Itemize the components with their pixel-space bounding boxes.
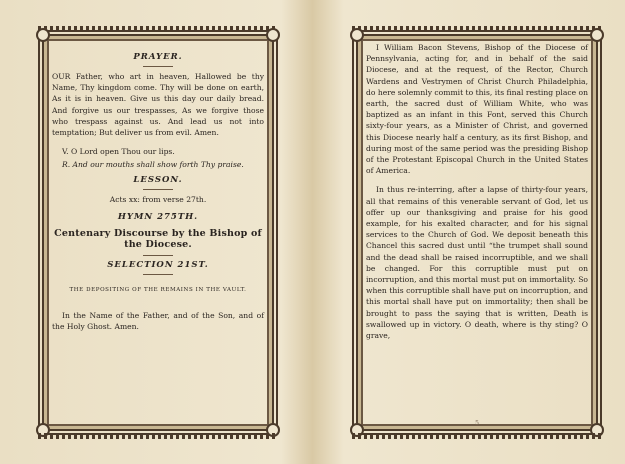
lesson-heading: LESSON. (133, 174, 183, 185)
depositing-heading: THE DEPOSITING OF THE REMAINS IN THE VAULT. (69, 286, 247, 293)
divider (143, 274, 173, 275)
corner-ornament-icon (350, 28, 364, 42)
left-page-content (52, 48, 264, 423)
lesson-text: Acts xx: from verse 27th. (109, 194, 207, 204)
versicle: V. O Lord open Thou our lips. (62, 147, 175, 157)
left-page (38, 30, 278, 435)
divider (143, 66, 173, 67)
lords-prayer-text: OUR Father, who art in heaven, Hallowed be thy Name, Thy kingdom come. Thy will be done on earth, As it is in heaven. Give us this day our daily bread. And forgive us our trespasses, As we forgive those who trespass against us. And lead us not into temptation; But deliver us from evil. Amen. (52, 72, 264, 138)
response: R. And our mouths shall show forth Thy praise. (62, 160, 244, 170)
corner-ornament-icon (36, 28, 50, 42)
discourse-heading: Centenary Discourse by the Bishop of the Diocese. (54, 227, 262, 250)
corner-ornament-icon (266, 423, 280, 437)
committal-paragraph: I William Bacon Stevens, Bishop of the Diocese of Pennsylvania, acting for, and in behalf of the said Diocese, and at the request, of the Rector, Church Wardens and Vestrymen of Christ Church Philadelphia, do here solemnly commit to this, its final resting place on earth, the sacred dust of William White, who was baptized as an infant in this Font, served this Church sixty-four years, as a Minister of Christ, and governed this Diocese nearly half a century, as its first Bishop, and during most of the same period was the presiding Bishop of the Protestant Episcopal Church in the United States of America. (366, 43, 588, 176)
reinterment-paragraph: In thus re-interring, after a lapse of thirty-four years, all that remains of this venerable servant of God, let us offer up our thanksgiving and praise for his good example, for his exalted character, and for his signal services to the Church of God. We deposit beneath this Chancel this sacred dust until “the trumpet shall sound and the dead shall be raised incorruptible, and we shall be changed. For this corruptible must put on incorruption, and this mortal must put on immortality. So when this corruptible shall have put on incorruption, and this mortal shall have put on immortality; then shall be brought to pass the saying that is written, Death is swallowed up in victory. O death, where is thy sting? O grave, (366, 185, 588, 341)
page-number: 5 (475, 420, 479, 427)
selection-heading: SELECTION 21ST. (107, 259, 209, 270)
divider (143, 255, 173, 256)
divider (143, 189, 173, 190)
closing-text: In the Name of the Father, and of the Son, and of the Holy Ghost. Amen. (52, 310, 264, 331)
right-page (352, 30, 602, 435)
corner-ornament-icon (36, 423, 50, 437)
prayer-heading: PRAYER. (133, 52, 183, 62)
corner-ornament-icon (590, 28, 604, 42)
right-page-content (366, 42, 588, 423)
corner-ornament-icon (266, 28, 280, 42)
hymn-heading: HYMN 275TH. (117, 211, 199, 222)
